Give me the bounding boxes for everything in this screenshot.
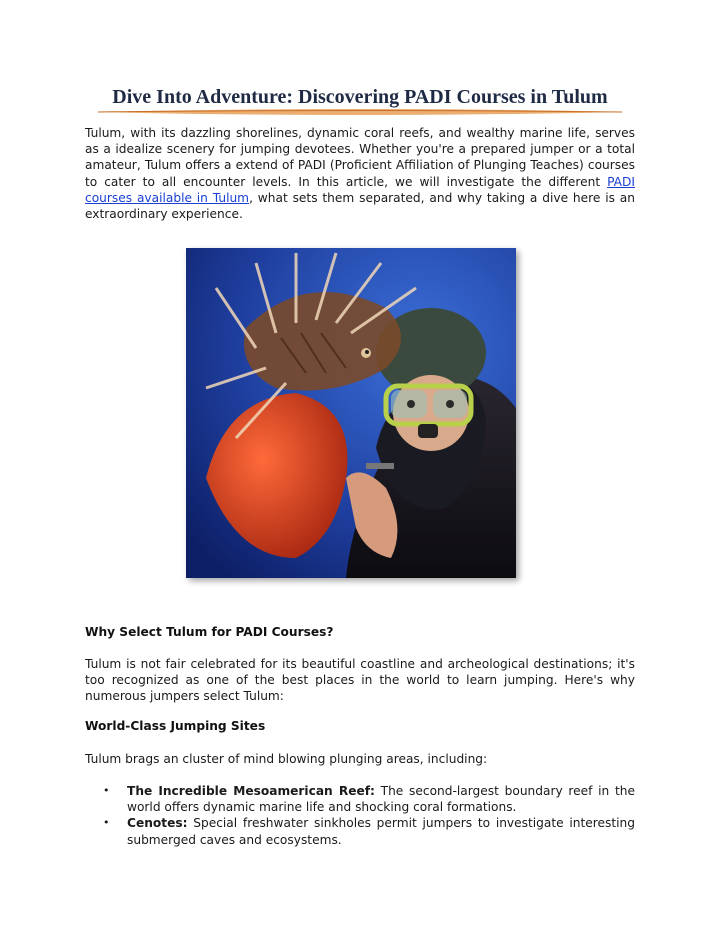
sites-intro-text: Tulum brags an cluster of mind blowing plunging areas, including: — [85, 752, 488, 766]
list-item-text: Special freshwater sinkholes permit jumpers to investigate interesting submerged caves and ecosystems. — [127, 816, 635, 847]
intro-text-end: , what sets them separated, and why taking a dive here is an extraordinary experience. — [85, 190, 635, 222]
list-item-bold-label: Cenotes: — [127, 816, 188, 831]
list-item-bold-label: The Incredible Mesoamerican Reef: — [127, 784, 375, 798]
intro-text-start: Tulum, with its dazzling shorelines, dynamic coral reefs, and wealthy marine life, serves as a idealize scenery for jumping devotees. Whether you're a prepared jumper or a total amateur, Tulum offers a extend of PADI (Proficient Affiliation of Plunging Teaches) courses to cater to all encounter levels. In this article, we will investigate the different — [85, 126, 635, 189]
intro-paragraph — [85, 125, 635, 222]
bullet-marker: • — [103, 816, 110, 830]
section-heading: Why Select Tulum for PADI Courses? — [85, 625, 334, 639]
diver-lionfish-photo — [186, 248, 516, 578]
dive-sites-list — [85, 783, 635, 848]
title-underline-swoosh — [92, 107, 628, 117]
document-title: Dive Into Adventure: Discovering PADI Courses in Tulum — [112, 86, 608, 108]
list-item — [85, 815, 635, 847]
list-item-text: The second-largest boundary reef in the world offers dynamic marine life and shocking coral formations. — [127, 784, 635, 815]
padi-courses-link[interactable]: PADI courses available in Tulum — [85, 174, 635, 205]
list-item — [85, 783, 635, 815]
section-paragraph: Tulum is not fair celebrated for its beautiful coastline and archeological destinations; it's too recognized as one of the best places in the world to learn jumping. Here's why numerous jumpers select Tulum: — [85, 657, 635, 704]
underwater-photo-illustration — [186, 248, 516, 578]
bullet-marker: • — [103, 784, 110, 797]
subheading-world-class-sites: World-Class Jumping Sites — [85, 719, 266, 733]
